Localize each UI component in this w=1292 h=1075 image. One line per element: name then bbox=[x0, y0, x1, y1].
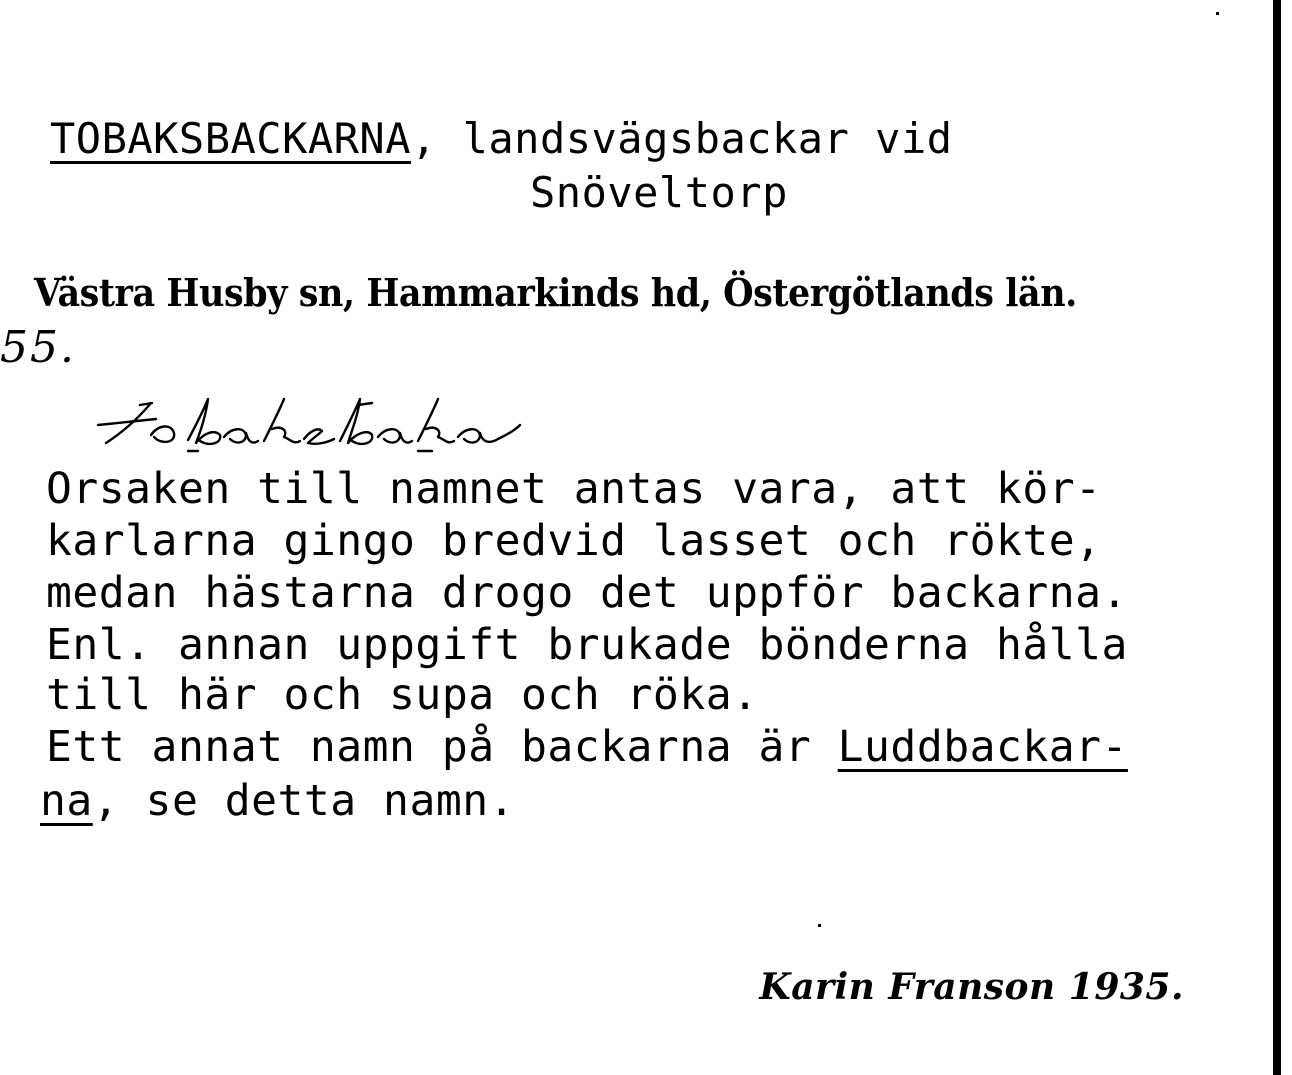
handwritten-pronunciation bbox=[96, 395, 526, 455]
body-line-5: till här och supa och röka. bbox=[46, 670, 759, 720]
cross-reference: Luddbackar- bbox=[837, 722, 1128, 772]
location-line: Västra Husby sn, Hammarkinds hd, Östergötlands län. bbox=[34, 270, 1077, 315]
speck bbox=[1216, 12, 1219, 15]
speck bbox=[818, 924, 821, 927]
body-line-6 bbox=[46, 722, 1128, 772]
cross-reference-cont: na bbox=[40, 776, 93, 826]
body-line-7-text: , se detta namn. bbox=[92, 776, 515, 826]
body-line-2: karlarna gingo bredvid lasset och rökte, bbox=[46, 516, 1102, 566]
headword-description: , landsvägsbackar vid bbox=[411, 114, 953, 163]
body-line-1: Orsaken till namnet antas vara, att kör- bbox=[46, 464, 1102, 514]
headword: TOBAKSBACKARNA bbox=[50, 114, 412, 163]
headword-description-cont: Snöveltorp bbox=[530, 168, 788, 217]
body-line-6-text: Ett annat namn på backarna är bbox=[46, 722, 838, 772]
card-edge-line bbox=[1273, 0, 1281, 1075]
card-number: 55. bbox=[0, 322, 76, 373]
body-line-7 bbox=[40, 776, 515, 826]
headword-line bbox=[50, 114, 953, 163]
signature: Karin Franson 1935. bbox=[759, 966, 1184, 1008]
body-line-4: Enl. annan uppgift brukade bönderna hålla bbox=[46, 620, 1128, 670]
body-line-3: medan hästarna drogo det uppför backarna. bbox=[46, 568, 1128, 618]
